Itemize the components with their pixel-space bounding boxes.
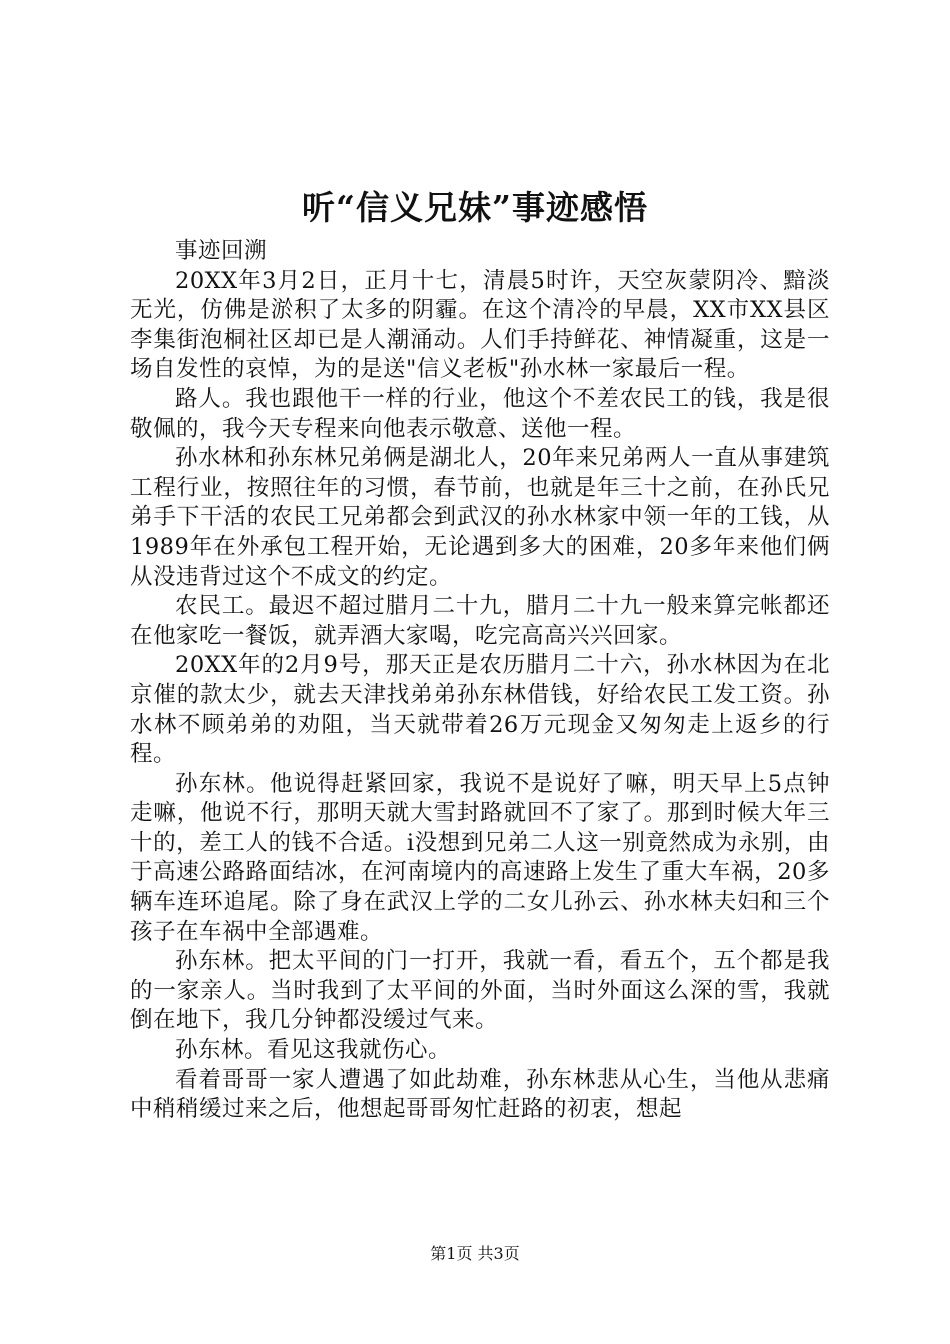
paragraph-section-heading: 事迹回溯 (175, 238, 268, 264)
paragraph: 孙东林。把太平间的门一打开，我就一看，看五个，五个都是我的一家亲人。当时我到了太平间的外面，当时外面这么深的雪，我就倒在地下，我几分钟都没缓过气来。 (130, 948, 830, 1034)
paragraph: 看着哥哥一家人遭遇了如此劫难，孙东林悲从心生，当他从悲痛中稍稍缓过来之后，他想起哥哥匆忙赶路的初衷，想起 (130, 1066, 830, 1123)
paragraph: 孙水林和孙东林兄弟俩是湖北人，20年来兄弟两人一直从事建筑工程行业，按照往年的习惯，春节前，也就是年三十之前，在孙氏兄弟手下干活的农民工兄弟都会到武汉的孙水林家中领一年的工钱，从1989年在外承包工程开始，无论遇到多大的困难，20多年来他们俩从没违背过这个不成文的约定。 (130, 445, 830, 590)
paragraph: 20XX年的2月9号，那天正是农历腊月二十六，孙水林因为在北京催的款太少，就去天津找弟弟孙东林借钱，好给农民工发工资。孙水林不顾弟弟的劝阻，当天就带着26万元现金又匆匆走上返乡的行程。 (130, 652, 830, 768)
paragraph: 农民工。最迟不超过腊月二十九，腊月二十九一般来算完帐都还在他家吃一餐饭，就弄酒大家喝，吃完高高兴兴回家。 (130, 593, 830, 649)
document-title: 听“信义兄妹”事迹感悟 (302, 188, 648, 227)
paragraph: 孙东林。看见这我就伤心。 (175, 1037, 452, 1064)
paragraph: 20XX年3月2日，正月十七，清晨5时许，天空灰蒙阴冷、黯淡无光，仿佛是淤积了太多的阴霾。在这个清冷的早晨，XX市XX县区李集街泡桐社区却已是人潮涌动。人们手持鲜花、神情凝重，这是一场自发性的哀悼，为的是送"信义老板"孙水林一家最后一程。 (130, 267, 830, 383)
document-body (130, 237, 830, 1125)
paragraph: 孙东林。他说得赶紧回家，我说不是说好了嘛，明天早上5点钟走嘛，他说不行，那明天就大雪封路就回不了家了。那到时候大年三十的，差工人的钱不合适。i没想到兄弟二人这一别竟然成为永别，由于高速公路路面结冰，在河南境内的高速路上发生了重大车祸，20多辆车连环追尾。除了身在武汉上学的二女儿孙云、孙水林夫妇和三个孩子在车祸中全部遇难。 (130, 770, 830, 945)
page-footer: 第1页 共3页 (430, 1244, 520, 1263)
paragraph: 路人。我也跟他干一样的行业，他这个不差农民工的钱，我是很敬佩的，我今天专程来向他表示敬意、送他一程。 (130, 385, 830, 442)
